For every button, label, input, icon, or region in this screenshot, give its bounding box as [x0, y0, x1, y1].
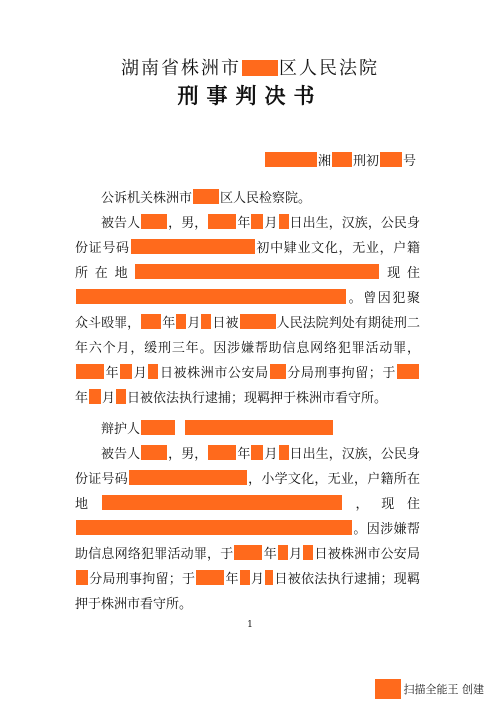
- scanner-watermark: [374, 679, 485, 699]
- redaction-block: [176, 314, 186, 329]
- court-name: 湖南省株洲市 区人民法院: [121, 58, 379, 79]
- document-title: 刑事判决书: [177, 83, 323, 108]
- redaction-block: [332, 152, 352, 167]
- redaction-block: [129, 470, 247, 485]
- redaction-block: [278, 545, 288, 560]
- defense-lawyer-paragraph: 辩护人: [75, 417, 420, 442]
- redaction-block: [279, 445, 289, 460]
- redaction-block: [141, 420, 175, 435]
- redaction-block: [76, 289, 346, 304]
- redaction-block: [270, 364, 286, 379]
- redaction-block: [265, 570, 273, 585]
- judgment-body: [75, 186, 420, 617]
- redaction-block: [234, 545, 262, 560]
- redaction-block: [141, 214, 167, 229]
- redaction-block: [251, 445, 263, 460]
- prosecutor-paragraph: 公诉机关株洲市 区人民检察院。: [101, 191, 312, 206]
- case-number: 湘 刑初 号: [264, 150, 416, 169]
- redaction-block: [76, 570, 88, 585]
- redaction-block: [380, 152, 402, 167]
- redaction-block: [148, 364, 158, 379]
- redaction-block: [201, 314, 211, 329]
- defendant-1-paragraph: 被告人 ，男， 年 月 日出生，汉族，公民身份证号码 初中肄业文化，无业，户籍所在地 现住。曾因犯聚众斗殴罪， 年 月 日被 人民法院判处有期徒刑二年六个月，缓刑三年。因涉嫌帮助信息网络犯罪活动罪，年 月 日被株洲市公安局 分局刑事拘留；于年 月 日被依法执行逮捕；现羁押于株洲市看守所。: [75, 216, 420, 406]
- redaction-block: [135, 264, 379, 279]
- scanner-label: 扫描全能王 创建: [403, 683, 484, 696]
- redaction-block: [303, 545, 313, 560]
- redaction-block: [120, 364, 132, 379]
- redaction-block: [76, 520, 352, 535]
- redaction-block: [185, 420, 333, 435]
- redaction-block: [196, 570, 224, 585]
- page-number: 1: [247, 620, 253, 630]
- redaction-block: [265, 152, 317, 167]
- redaction-block: [240, 314, 276, 329]
- redaction-block: [208, 445, 236, 460]
- defendant-2-paragraph: 被告人 ，男， 年 月 日出生，汉族，公民身份证号码 ，小学文化，无业，户籍所在地 ，现住。因涉嫌帮助信息网络犯罪活动罪，于 年 月 日被株洲市公安局分局刑事拘留；于 年 月 日被依法执行逮捕；现羁押于株洲市看守所。: [75, 447, 420, 612]
- redaction-block: [279, 214, 289, 229]
- redaction-block: [89, 389, 101, 404]
- redaction-block: [397, 364, 419, 379]
- scanner-logo-icon: [375, 679, 401, 699]
- redaction-block: [102, 495, 342, 510]
- redaction-block: [208, 214, 236, 229]
- redaction-block: [240, 570, 250, 585]
- redaction-block: [141, 445, 167, 460]
- redaction-block: [131, 239, 255, 254]
- redaction-block: [116, 389, 126, 404]
- redaction-block: [251, 214, 263, 229]
- redaction-block: [76, 364, 104, 379]
- redaction-block: [193, 189, 219, 204]
- redaction-block: [141, 314, 161, 329]
- redaction-block: [242, 60, 278, 76]
